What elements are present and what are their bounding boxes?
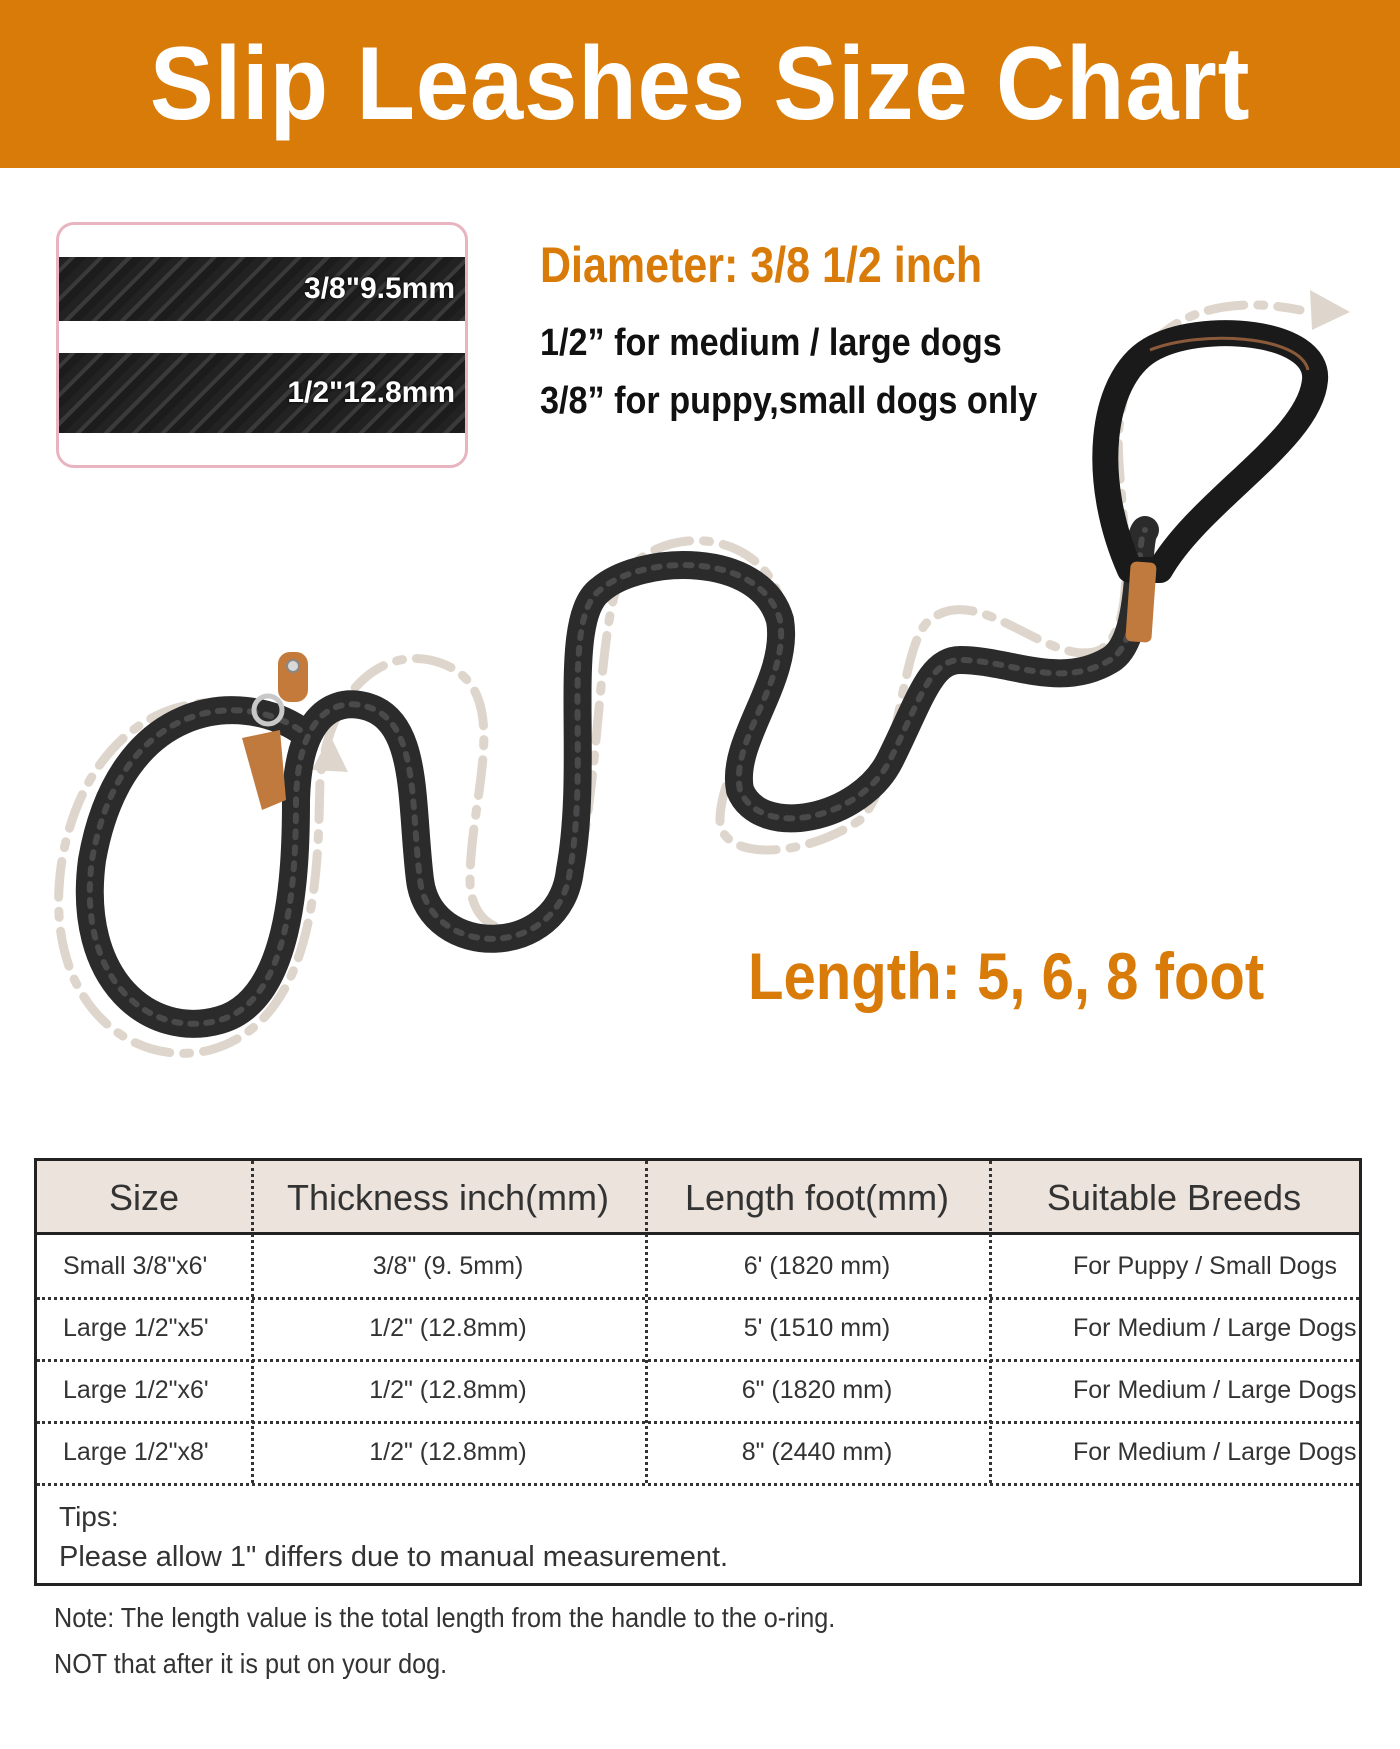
table-cell-breeds: For Medium / Large Dogs	[1073, 1437, 1357, 1466]
table-header-thickness: Thickness inch(mm)	[286, 1177, 610, 1218]
page-title: Slip Leashes Size Chart	[149, 25, 1251, 142]
rope-swatch-small-label: 3/8"9.5mm	[304, 272, 455, 305]
tips-label: Tips:	[59, 1501, 119, 1532]
table-cell-breeds: For Puppy / Small Dogs	[1073, 1251, 1337, 1280]
rope-swatch-large-label: 1/2"12.8mm	[287, 376, 455, 409]
table-cell-breeds: For Medium / Large Dogs	[1073, 1375, 1357, 1404]
table-cell-size: Large 1/2"x6'	[63, 1375, 209, 1404]
diameter-note-small: 3/8” for puppy,small dogs only	[540, 380, 1038, 422]
row-divider	[37, 1483, 1359, 1486]
table-cell-breeds: For Medium / Large Dogs	[1073, 1313, 1357, 1342]
note-line-1: Note: The length value is the total length from the handle to the o-ring.	[54, 1602, 836, 1633]
table-cell-length: 6" (1820 mm)	[741, 1375, 893, 1404]
table-cell-size: Large 1/2"x8'	[63, 1437, 209, 1466]
diameter-note-large: 1/2” for medium / large dogs	[540, 322, 1002, 364]
table-header-breeds: Suitable Breeds	[1046, 1177, 1302, 1218]
table-cell-thickness: 3/8" (9. 5mm)	[372, 1251, 524, 1280]
table-header-row	[37, 1161, 1359, 1235]
handle-leather-tab	[1125, 561, 1157, 643]
table-cell-length: 6' (1820 mm)	[743, 1251, 891, 1280]
table-cell-length: 8" (2440 mm)	[741, 1437, 893, 1466]
table-header-size: Size	[108, 1177, 180, 1218]
length-heading: Length: 5, 6, 8 foot	[748, 939, 1265, 1013]
table-cell-length: 5' (1510 mm)	[743, 1313, 891, 1342]
tips-text: Please allow 1" differs due to manual measurement.	[59, 1541, 729, 1573]
table-cell-thickness: 1/2" (12.8mm)	[369, 1375, 527, 1404]
collar-leather-stopper	[242, 730, 286, 810]
rivet-icon	[287, 660, 299, 672]
arrow-right-icon	[1310, 290, 1350, 330]
diameter-heading: Diameter: 3/8 1/2 inch	[540, 237, 983, 293]
table-cell-size: Small 3/8"x6'	[63, 1251, 208, 1280]
table-cell-thickness: 1/2" (12.8mm)	[369, 1313, 527, 1342]
table-cell-size: Large 1/2"x5'	[63, 1313, 209, 1342]
note-line-2: NOT that after it is put on your dog.	[54, 1648, 448, 1679]
table-cell-thickness: 1/2" (12.8mm)	[369, 1437, 527, 1466]
size-table	[34, 1158, 1362, 1586]
table-header-length: Length foot(mm)	[684, 1177, 950, 1218]
